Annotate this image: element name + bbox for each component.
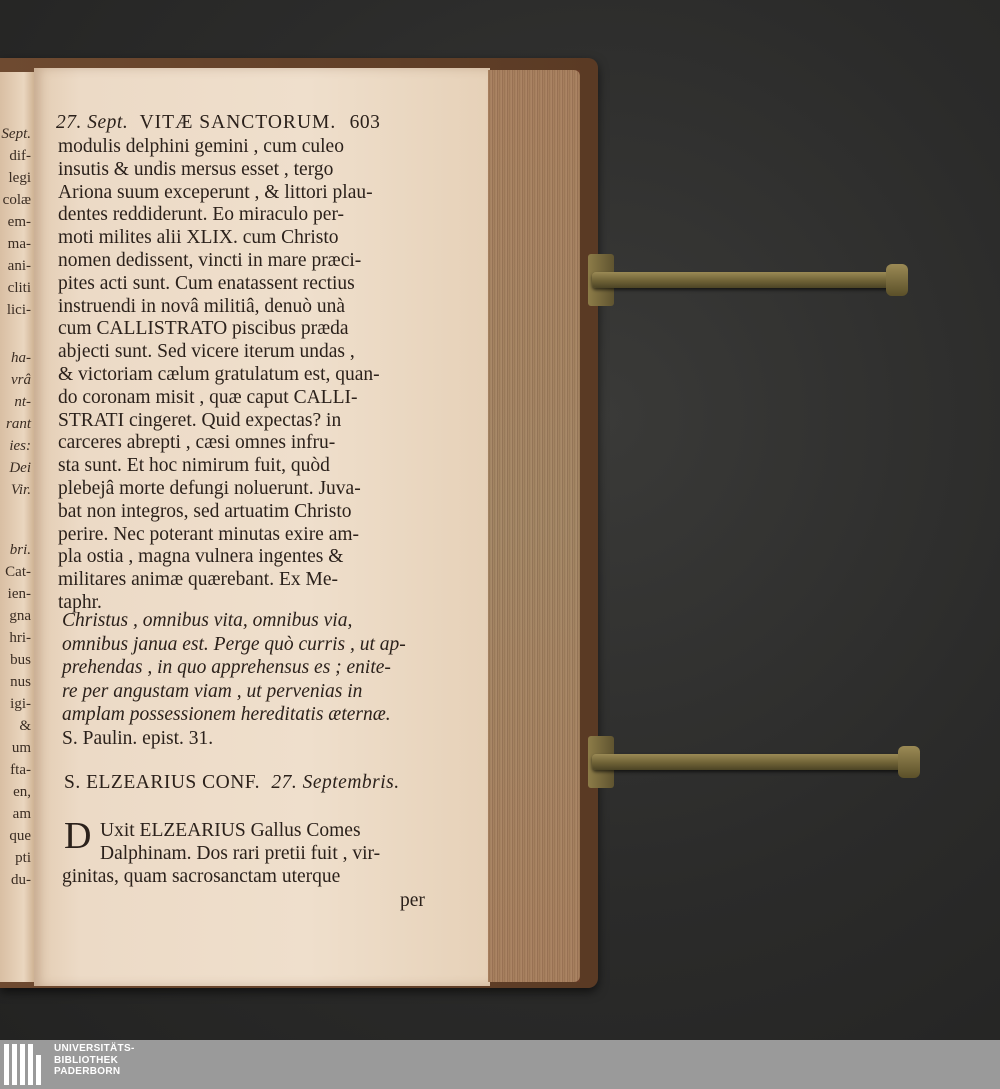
left-page-fragment: en, xyxy=(13,784,31,800)
left-page-fragment: um xyxy=(11,740,31,756)
lines-item: & victoriam cælum gratulatum est, quan- xyxy=(58,364,380,385)
left-page-fragment: rant xyxy=(5,416,31,432)
library-name-line3: PADERBORN xyxy=(54,1066,121,1077)
left-page-fragment: bus xyxy=(10,652,31,668)
lower-clasp xyxy=(592,744,914,778)
lines-item: insutis & undis mersus esset , tergo xyxy=(58,158,334,180)
section-heading-name: S. ELZEARIUS CONF. xyxy=(64,772,260,793)
left-page-fragment: pti xyxy=(15,850,31,866)
lines-item: nomen dedissent, vincti in mare præci- xyxy=(58,250,362,271)
library-name xyxy=(54,1043,135,1078)
left-page-fragment: fta- xyxy=(10,762,31,778)
left-page-fragment: ien- xyxy=(7,586,31,602)
left-page-fragment: Vir. xyxy=(10,482,31,498)
left-page-fragment: Sept. xyxy=(1,126,31,142)
lines-item: do coronam misit , quæ caput CALLI- xyxy=(58,386,358,408)
lines-item: modulis delphini gemini , cum culeo xyxy=(58,136,344,157)
quote-lines-item: re per angustam viam , ut pervenias in xyxy=(62,680,363,702)
lines-item: Ariona suum exceperunt , & littori plau- xyxy=(58,181,373,203)
lines-item: instruendi in novâ militiâ, denuò unà xyxy=(58,295,346,317)
left-page-fragment: dif- xyxy=(9,148,31,164)
left-facing-page xyxy=(0,72,34,982)
lines-item: sta sunt. Et hoc nimirum fuit, quòd xyxy=(58,455,330,477)
left-page-fragment: igi- xyxy=(10,696,31,712)
lines-item: taphr. xyxy=(58,592,102,613)
lines-item: abjecti sunt. Sed vicere iterum undas , xyxy=(58,341,355,363)
left-page-fragment: lici- xyxy=(6,302,31,318)
quote-lines-item: prehendas , in quo apprehensus es ; enite- xyxy=(62,657,391,678)
quote-lines-item: omnibus janua est. Perge quò curris , ut ap- xyxy=(62,633,406,655)
drop-cap: D xyxy=(64,815,92,857)
library-footer xyxy=(0,1040,1000,1089)
left-page-fragment: nus xyxy=(10,674,31,690)
left-page-fragment: nt- xyxy=(14,394,31,410)
lines-item: militares animæ quærebant. Ex Me- xyxy=(58,569,338,591)
lines-item: dentes reddiderunt. Eo miraculo per- xyxy=(58,204,345,226)
lines-item: cum CALLISTRATO piscibus præda xyxy=(58,318,349,340)
running-head xyxy=(56,112,380,134)
library-name-line2: BIBLIOTHEK xyxy=(54,1054,119,1066)
lines-item: moti milites alii XLIX. cum Christo xyxy=(58,227,339,249)
section-heading xyxy=(64,772,400,794)
page-fore-edge xyxy=(488,70,580,982)
para-line: Dalphinam. Dos rari pretii fuit , vir- xyxy=(100,843,381,864)
upper-clasp xyxy=(592,262,902,296)
left-page-fragment: vrâ xyxy=(11,372,31,388)
catchword: per xyxy=(400,890,425,911)
left-page-fragment: que xyxy=(9,828,31,844)
lines-item: bat non integros, sed artuatim Christo xyxy=(58,500,352,522)
left-page-fragment: & xyxy=(19,718,31,734)
quote-lines-item: Christus , omnibus vita, omnibus via, xyxy=(62,610,353,631)
left-page-fragment: legi xyxy=(8,170,31,186)
left-page-fragment: bri. xyxy=(9,542,31,558)
left-page-fragment: Cat- xyxy=(5,564,31,580)
left-page-fragment: am xyxy=(12,806,31,822)
lines-item: plebejâ morte defungi noluerunt. Juva- xyxy=(58,478,361,499)
library-logo-icon xyxy=(4,1044,48,1085)
section-heading-date: 27. Septembris. xyxy=(271,772,400,793)
citation: S. Paulin. epist. 31. xyxy=(62,728,214,749)
left-page-fragment: ani- xyxy=(7,258,31,274)
running-head-date: 27. Sept. xyxy=(56,112,129,133)
left-page-fragment: ma- xyxy=(7,236,31,252)
left-page-fragment: gna xyxy=(9,608,31,624)
left-page-fragment: ha- xyxy=(11,350,31,366)
lines-item: STRATI cingeret. Quid expectas? in xyxy=(58,409,342,431)
lines-item: carceres abrepti , cæsi omnes infru- xyxy=(58,432,336,454)
lines-item: perire. Nec poterant minutas exire am- xyxy=(58,523,360,545)
running-head-title: VITÆ SANCTORUM. xyxy=(139,112,337,133)
para-line: Uxit ELZEARIUS Gallus Comes xyxy=(100,820,361,841)
left-page-fragment: colæ xyxy=(2,192,31,208)
left-page-fragment: ies: xyxy=(9,438,31,454)
library-name-line1: UNIVERSITÄTS- xyxy=(54,1043,135,1054)
para-line: ginitas, quam sacrosanctam uterque xyxy=(62,866,341,887)
left-page-fragment: hri- xyxy=(9,630,31,646)
lines-item: pites acti sunt. Cum enatassent rectius xyxy=(58,272,355,294)
left-page-fragment: Dei xyxy=(9,460,31,476)
left-page-fragment: du- xyxy=(11,872,31,888)
quote-lines-item: amplam possessionem hereditatis æternæ. xyxy=(62,704,391,725)
page-number: 603 xyxy=(349,112,381,133)
left-page-fragment: cliti xyxy=(7,280,31,296)
left-page-fragment: em- xyxy=(7,214,31,230)
lines-item: pla ostia , magna vulnera ingentes & xyxy=(58,546,344,568)
